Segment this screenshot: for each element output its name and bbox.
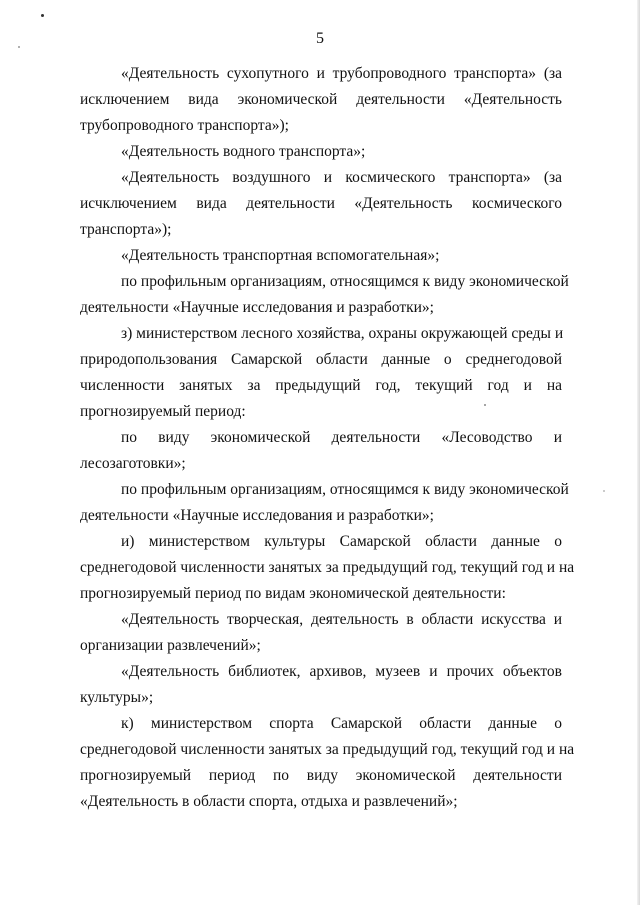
text-line: природопользования Самарской области данные о среднегодовой [80, 351, 562, 368]
text-line: прогнозируемый период: [80, 403, 246, 420]
text-line: «Деятельность водного транспорта»; [121, 143, 366, 160]
scan-speck-mark [484, 404, 486, 406]
text-line: численности занятых за предыдущий год, текущий год и на [80, 377, 562, 394]
text-line: к) министерством спорта Самарской области данные о [121, 715, 562, 732]
text-line: «Деятельность транспортная вспомогательная»; [121, 247, 440, 264]
text-line: лесозаготовки»; [80, 455, 186, 472]
text-line: «Деятельность творческая, деятельность в области искусства и [121, 611, 562, 628]
text-line: по профильным организациям, относящимся к виду экономической [121, 273, 569, 290]
text-line: среднегодовой численности занятых за предыдущий год, текущий год и на [80, 741, 575, 758]
text-line: культуры»; [80, 689, 154, 706]
text-line: исключением вида экономической деятельности «Деятельность [80, 91, 562, 108]
text-line: исчключением вида деятельности «Деятельность космического [80, 195, 562, 212]
text-line: «Деятельность сухопутного и трубопроводного транспорта» (за [121, 65, 562, 82]
text-line: по профильным организациям, относящимся к виду экономической [121, 481, 569, 498]
scan-speck-mark [603, 490, 605, 492]
text-line: организации развлечений»; [80, 637, 261, 654]
text-line: «Деятельность воздушного и космического транспорта» (за [121, 169, 562, 186]
scan-speck-mark [41, 14, 44, 17]
text-line: «Деятельность библиотек, архивов, музеев и прочих объектов [121, 663, 562, 680]
text-line: прогнозируемый период по видам экономической деятельности: [80, 585, 506, 602]
text-line: прогнозируемый период по виду экономической деятельности [80, 767, 562, 784]
text-line: транспорта»); [80, 221, 172, 238]
text-line: деятельности «Научные исследования и разработки»; [80, 507, 434, 524]
text-line: «Деятельность в области спорта, отдыха и развлечений»; [80, 793, 458, 810]
text-line: деятельности «Научные исследования и разработки»; [80, 299, 434, 316]
page-number: 5 [316, 30, 324, 47]
text-line: среднегодовой численности занятых за предыдущий год, текущий год и на [80, 559, 575, 576]
text-line: и) министерством культуры Самарской области данные о [121, 533, 562, 550]
text-line: з) министерством лесного хозяйства, охраны окружающей среды и [121, 325, 564, 342]
text-line: трубопроводного транспорта»); [80, 117, 289, 134]
text-line: по виду экономической деятельности «Лесоводство и [121, 429, 562, 446]
